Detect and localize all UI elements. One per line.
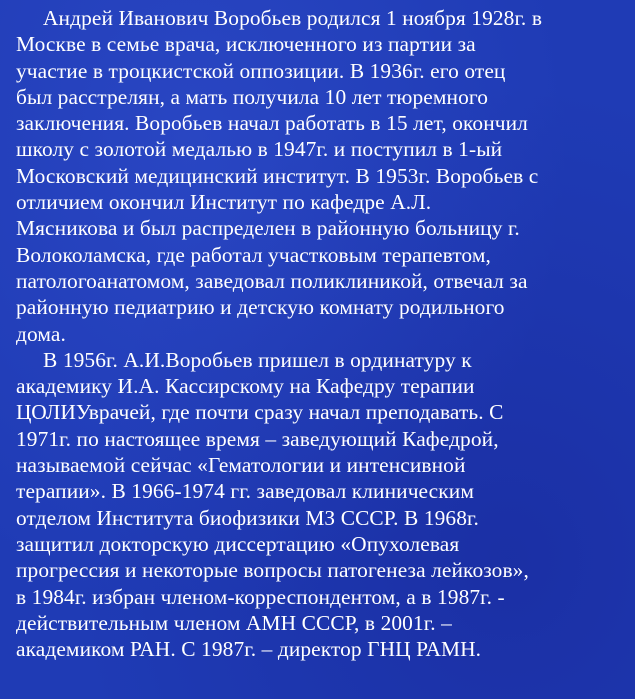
text-line: был расстрелян, а мать получила 10 лет тюремного	[16, 84, 489, 109]
text-line: 1971г. по настоящее время – заведующий Кафедрой,	[16, 426, 499, 451]
text-line: ЦОЛИУврачей, где почти сразу начал преподавать. С	[16, 400, 504, 425]
text-line: участие в троцкистской оппозиции. В 1936г. его отец	[16, 58, 506, 83]
text-line: академику И.А. Кассирскому на Кафедру терапии	[16, 374, 475, 399]
text-line: отличием окончил Институт по кафедре А.Л.	[16, 190, 432, 215]
paragraph-biography-career	[16, 347, 635, 663]
text-line: прогрессия и некоторые вопросы патогенеза лейкозов»,	[16, 558, 529, 583]
text-line: называемой сейчас «Гематологии и интенсивной	[16, 453, 466, 478]
paragraph-biography-early	[16, 5, 635, 347]
text-line: отделом Института биофизики МЗ СССР. В 1968г.	[16, 505, 479, 530]
text-line: патологоанатомом, заведовал поликлиникой, отвечал за	[16, 268, 528, 293]
text-line: Московский медицинский институт. В 1953г. Воробьев с	[16, 163, 539, 188]
text-line: Москве в семье врача, исключенного из партии за	[16, 32, 476, 57]
text-line: Мясникова и был распределен в районную больницу г.	[16, 216, 520, 241]
text-line: дома.	[16, 321, 66, 346]
text-line: Волоколамска, где работал участковым терапевтом,	[16, 242, 491, 267]
text-line: защитил докторскую диссертацию «Опухолевая	[16, 531, 460, 556]
text-line: районную педиатрию и детскую комнату родильного	[16, 295, 505, 320]
text-line: в 1984г. избран членом-корреспондентом, а в 1987г. -	[16, 584, 505, 609]
text-line: В 1956г. А.И.Воробьев пришел в ординатуру к	[43, 347, 472, 372]
text-line: терапии». В 1966-1974 гг. заведовал клиническим	[16, 479, 474, 504]
text-line: школу с золотой медалью в 1947г. и поступил в 1-ый	[16, 137, 503, 162]
text-line: действительным членом АМН СССР, в 2001г. –	[16, 610, 452, 635]
text-line: заключения. Воробьев начал работать в 15 лет, окончил	[16, 111, 528, 136]
text-line: академиком РАН. С 1987г. – директор ГНЦ РАМН.	[16, 637, 482, 662]
text-line: Андрей Иванович Воробьев родился 1 ноября 1928г. в	[43, 6, 543, 30]
